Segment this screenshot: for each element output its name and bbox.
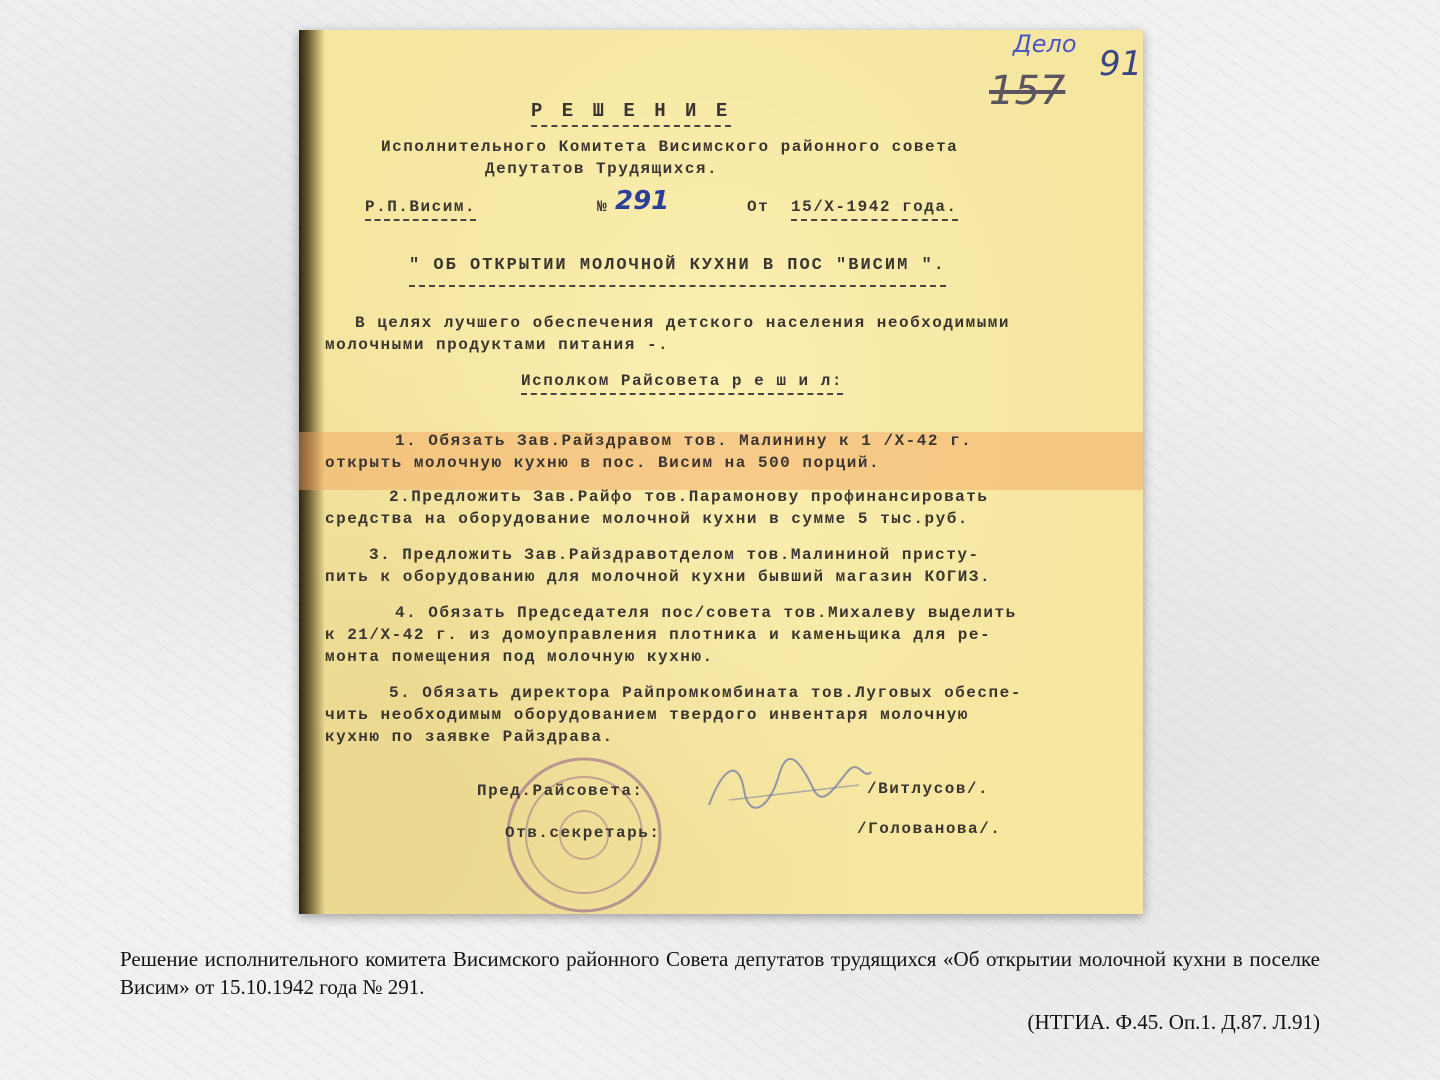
issuer-line-1: Исполнительного Комитета Висимского районного совета bbox=[381, 138, 959, 156]
signature-name-secretary: /Голованова/. bbox=[857, 820, 1002, 838]
item-4-line-3: монта помещения под молочную кухню. bbox=[325, 648, 714, 666]
date-label: От bbox=[747, 198, 770, 216]
document-number: 291 bbox=[615, 186, 670, 216]
item-3-line-1: 3. Предложить Зав.Райздравотделом тов.Малининой присту- bbox=[369, 546, 980, 564]
item-1-line-2: открыть молочную кухню в пос. Висим на 500 порций. bbox=[325, 454, 881, 472]
resolved-heading: Исполком Райсовета р е ш и л: bbox=[521, 372, 843, 395]
place-of-issue: Р.П.Висим. bbox=[365, 198, 476, 221]
item-2-line-1: 2.Предложить Зав.Райфо тов.Парамонову профинансировать bbox=[389, 488, 989, 506]
image-caption: Решение исполнительного комитета Висимского районного Совета депутатов трудящихся «Об открытии молочной кухни в поселке Висим» от 15.10.1942 года № 291. bbox=[120, 947, 1320, 999]
item-1-line-1: 1. Обязать Зав.Райздравом тов. Малинину к 1 /Х-42 г. bbox=[395, 432, 973, 450]
item-5-line-1: 5. Обязать директора Райпромкомбината тов.Луговых обеспе- bbox=[389, 684, 1022, 702]
handwritten-signature bbox=[699, 750, 879, 820]
document-subject: " ОБ ОТКРЫТИИ МОЛОЧНОЙ КУХНИ В ПОС "ВИСИМ ". bbox=[409, 256, 946, 287]
signature-role-secretary: Отв.секретарь: bbox=[505, 824, 661, 842]
item-3-line-2: пить к оборудованию для молочной кухни бывший магазин КОГИЗ. bbox=[325, 568, 992, 586]
archive-source-reference: (НТГИА. Ф.45. Оп.1. Д.87. Л.91) bbox=[1027, 1010, 1320, 1034]
archive-crossed-number: 157 bbox=[989, 68, 1066, 114]
item-2-line-2: средства на оборудование молочной кухни в сумме 5 тыс.руб. bbox=[325, 510, 969, 528]
item-5-line-2: чить необходимым оборудованием твердого инвентаря молочную bbox=[325, 706, 969, 724]
signature-name-chairman: /Витлусов/. bbox=[867, 780, 990, 798]
preamble-line-1: В целях лучшего обеспечения детского населения необходимыми bbox=[355, 314, 1010, 332]
archive-mark-delo: Дело bbox=[1013, 30, 1077, 58]
document-date: 15/Х-1942 года. bbox=[791, 198, 958, 221]
signature-role-chairman: Пред.Райсовета: bbox=[477, 782, 644, 800]
number-label: № bbox=[597, 198, 609, 216]
item-5-line-3: кухню по заявке Райздрава. bbox=[325, 728, 614, 746]
document-title: Р Е Ш Е Н И Е bbox=[531, 100, 731, 127]
preamble-line-2: молочными продуктами питания -. bbox=[325, 336, 670, 354]
archive-sheet-number: 91 bbox=[1099, 44, 1143, 84]
archival-document-scan bbox=[299, 30, 1143, 914]
item-4-line-2: к 21/Х-42 г. из домоуправления плотника и каменьщика для ре- bbox=[325, 626, 992, 644]
issuer-line-2: Депутатов Трудящихся. bbox=[485, 160, 719, 178]
item-4-line-1: 4. Обязать Председателя пос/совета тов.Михалеву выделить bbox=[395, 604, 1017, 622]
